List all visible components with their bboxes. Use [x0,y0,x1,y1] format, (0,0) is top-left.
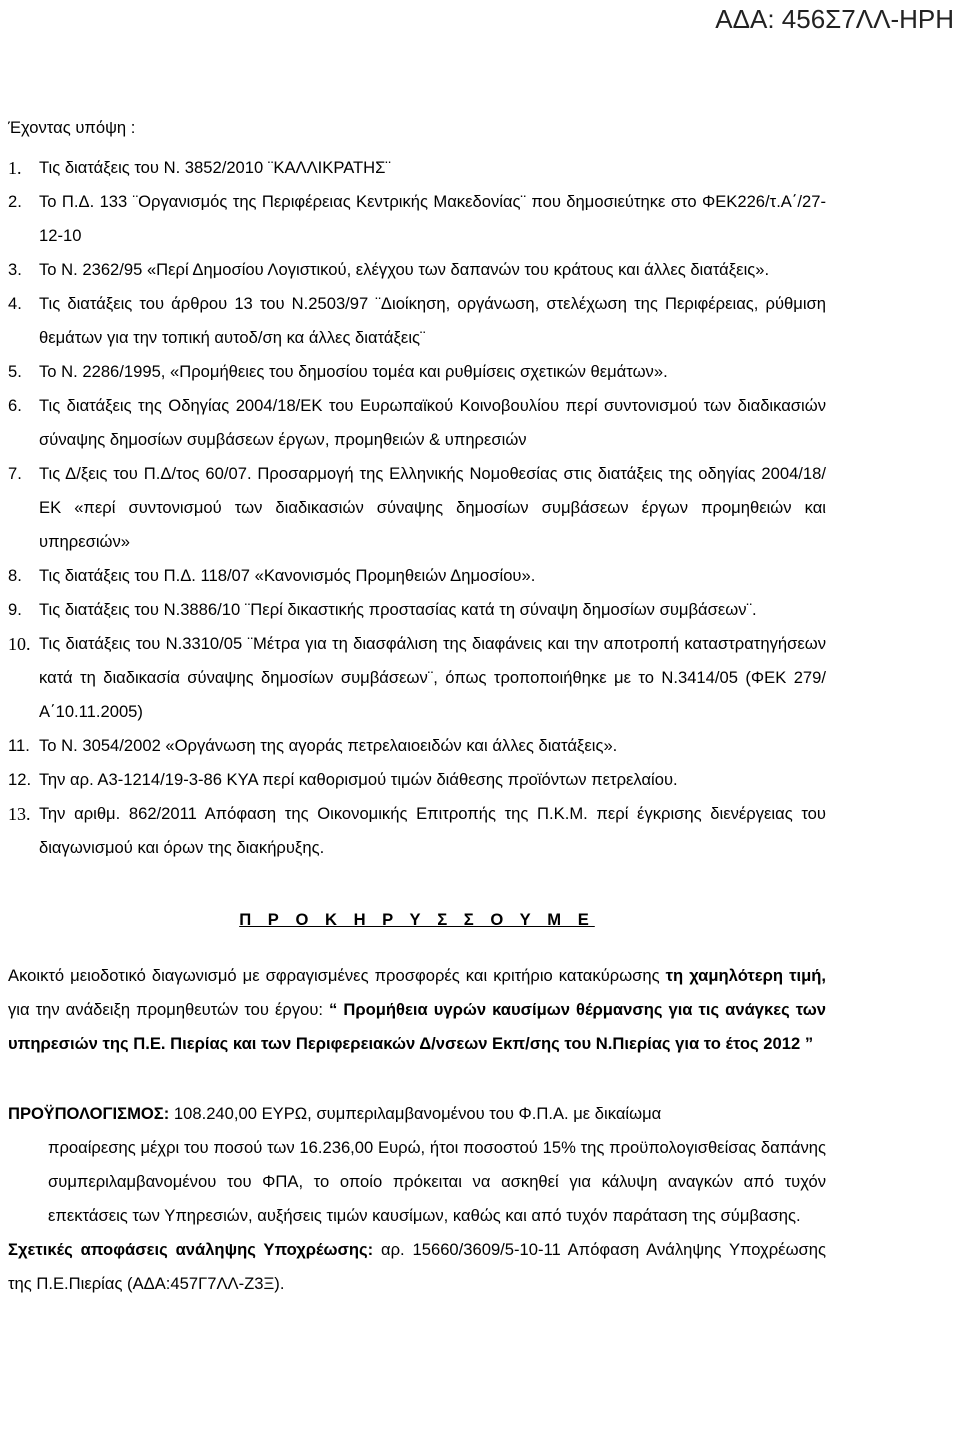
consideration-item [8,151,826,185]
item-number: 11. [8,736,30,755]
tender-text-1: Ακοικτό μειοδοτικό διαγωνισμό με σφραγισμένες προσφορές και κριτήριο κατακύρωσης [8,966,666,985]
item-text: Τις διατάξεις του Π.Δ. 118/07 «Κανονισμός Προμηθειών Δημοσίου». [39,566,536,585]
item-number: 2. [8,192,22,211]
budget-amount-text: 108.240,00 ΕΥΡΩ, συμπεριλαμβανομένου του Φ.Π.Α. με δικαίωμα [169,1104,662,1123]
item-number: 6. [8,396,22,415]
ada-code: ΑΔΑ: 456Σ7ΛΛ-ΗΡΗ [715,4,954,34]
item-number: 7. [8,464,22,483]
item-number: 5. [8,362,22,381]
budget-label: ΠΡΟΫΠΟΛΟΓΙΣΜΟΣ: [8,1104,170,1123]
having-considered-heading: Έχοντας υπόψη : [8,118,136,137]
decisions-paragraph [8,1233,826,1301]
announce-title: Π Ρ Ο Κ Η Ρ Υ Σ Σ Ο Υ Μ Ε [239,910,595,929]
item-number: 9. [8,600,22,619]
item-text: Το Π.Δ. 133 ¨Οργανισμός της Περιφέρειας Κεντρικής Μακεδονίας¨ που δημοσιεύτηκε στο ΦΕΚ226/τ.Α΄/27-12-10 [39,192,826,245]
document-body [8,115,826,1301]
item-text: Τις διατάξεις της Οδηγίας 2004/18/ΕΚ του Ευρωπαϊκού Κοινοβουλίου περί συντονισμού των διαδικασιών σύναψης δημοσίων συμβάσεων έργων, προμηθειών & υπηρεσιών [39,396,826,449]
budget-first-line [8,1097,826,1131]
item-text: Τις διατάξεις του Ν.3310/05 ¨Μέτρα για τη διασφάλιση της διαφάνεις και την αποτροπή καταστρατηγήσεων κατά τη διαδικασία σύναψης δημοσίων συμβάσεων¨, όπως τροποποιήθηκε με το Ν.3414/05 (ΦΕΚ 279/Α΄10.11.2005) [39,634,826,721]
budget-section [8,1097,826,1233]
item-text: Το Ν. 2286/1995, «Προμήθειες του δημοσίου τομέα και ρυθμίσεις σχετικών θεμάτων». [39,362,668,381]
item-text: Το Ν. 3054/2002 «Οργάνωση της αγοράς πετρελαιοειδών και άλλες διατάξεις». [39,736,618,755]
item-text: Την αριθμ. 862/2011 Απόφαση της Οικονομικής Επιτροπής της Π.Κ.Μ. περί έγκρισης διενέργειας του διαγωνισμού και όρων της διακήρυξης. [39,804,826,857]
decisions-label: Σχετικές αποφάσεις ανάληψης Υποχρέωσης: [8,1240,374,1259]
consideration-item [8,389,826,457]
item-text: Τις διατάξεις του Ν.3886/10 ¨Περί δικαστικής προστασίας κατά τη σύναψη δημοσίων συμβάσεων¨. [39,600,757,619]
consideration-item [8,185,826,253]
item-number: 4. [8,294,22,313]
item-text: Τις Δ/ξεις του Π.Δ/τος 60/07. Προσαρμογή της Ελληνικής Νομοθεσίας στις διατάξεις της οδηγίας 2004/18/ΕΚ «περί συντονισμού των διαδικασιών σύναψης δημοσίων συμβάσεων έργων προμηθειών και υπηρεσιών» [39,464,826,551]
consideration-item [8,627,826,729]
item-number: 10. [8,634,31,654]
item-text: Το Ν. 2362/95 «Περί Δημοσίου Λογιστικού, ελέγχου των δαπανών του κράτους και άλλες διατάξεις». [39,260,770,279]
consideration-item [8,797,826,865]
item-number: 8. [8,566,22,585]
consideration-item [8,253,826,287]
item-text: Τις διατάξεις του άρθρου 13 του Ν.2503/97 ¨Διοίκηση, οργάνωση, στελέχωση της Περιφέρειας, ρύθμιση θεμάτων για την τοπική αυτοδ/ση κα άλλες διατάξεις¨ [39,294,826,347]
consideration-item [8,355,826,389]
consideration-item [8,559,826,593]
budget-details: προαίρεσης μέχρι του ποσού των 16.236,00 Ευρώ, ήτοι ποσοστού 15% της προϋπολογισθείσας δαπάνης συμπεριλαμβανομένου του ΦΠΑ, το οποίο πρόκειται να ασκηθεί για κάλυψη αναγκών από τυχόν επεκτάσεις των Υπηρεσιών, αυξήσεις τιμών καυσίμων, καθώς και από τυχόν παράταση της σύμβασης. [48,1138,826,1225]
tender-text-2: για την ανάδειξη προμηθευτών του έργου: [8,1000,330,1019]
tender-criterion: τη χαμηλότερη τιμή, [665,966,826,985]
item-text: Τις διατάξεις του Ν. 3852/2010 ¨ΚΑΛΛΙΚΡΑΤΗΣ¨ [39,158,391,177]
tender-subject: “ Προμήθεια υγρών καυσίμων θέρμανσης για τις ανάγκες των υπηρεσιών της Π.Ε. Πιερίας και των Περιφερειακών Δ/νσεων Εκπ/σης του Ν.Πιερίας για το έτος 2012 ” [8,1000,826,1053]
considerations-list [8,151,826,865]
decisions-text: αρ. 15660/3609/5-10-11 Απόφαση Ανάληψης Υποχρέωσης της Π.Ε.Πιερίας (ΑΔΑ:457Γ7ΛΛ-Ζ3Ξ). [8,1240,826,1293]
consideration-item [8,287,826,355]
consideration-item [8,763,826,797]
item-number: 3. [8,260,22,279]
item-number: 1. [8,158,22,178]
consideration-item [8,457,826,559]
item-text: Την αρ. Α3-1214/19-3-86 ΚΥΑ περί καθορισμού τιμών διάθεσης προϊόντων πετρελαίου. [39,770,678,789]
consideration-item [8,593,826,627]
consideration-item [8,729,826,763]
tender-paragraph [8,959,826,1061]
item-number: 13. [8,804,31,824]
item-number: 12. [8,770,32,789]
